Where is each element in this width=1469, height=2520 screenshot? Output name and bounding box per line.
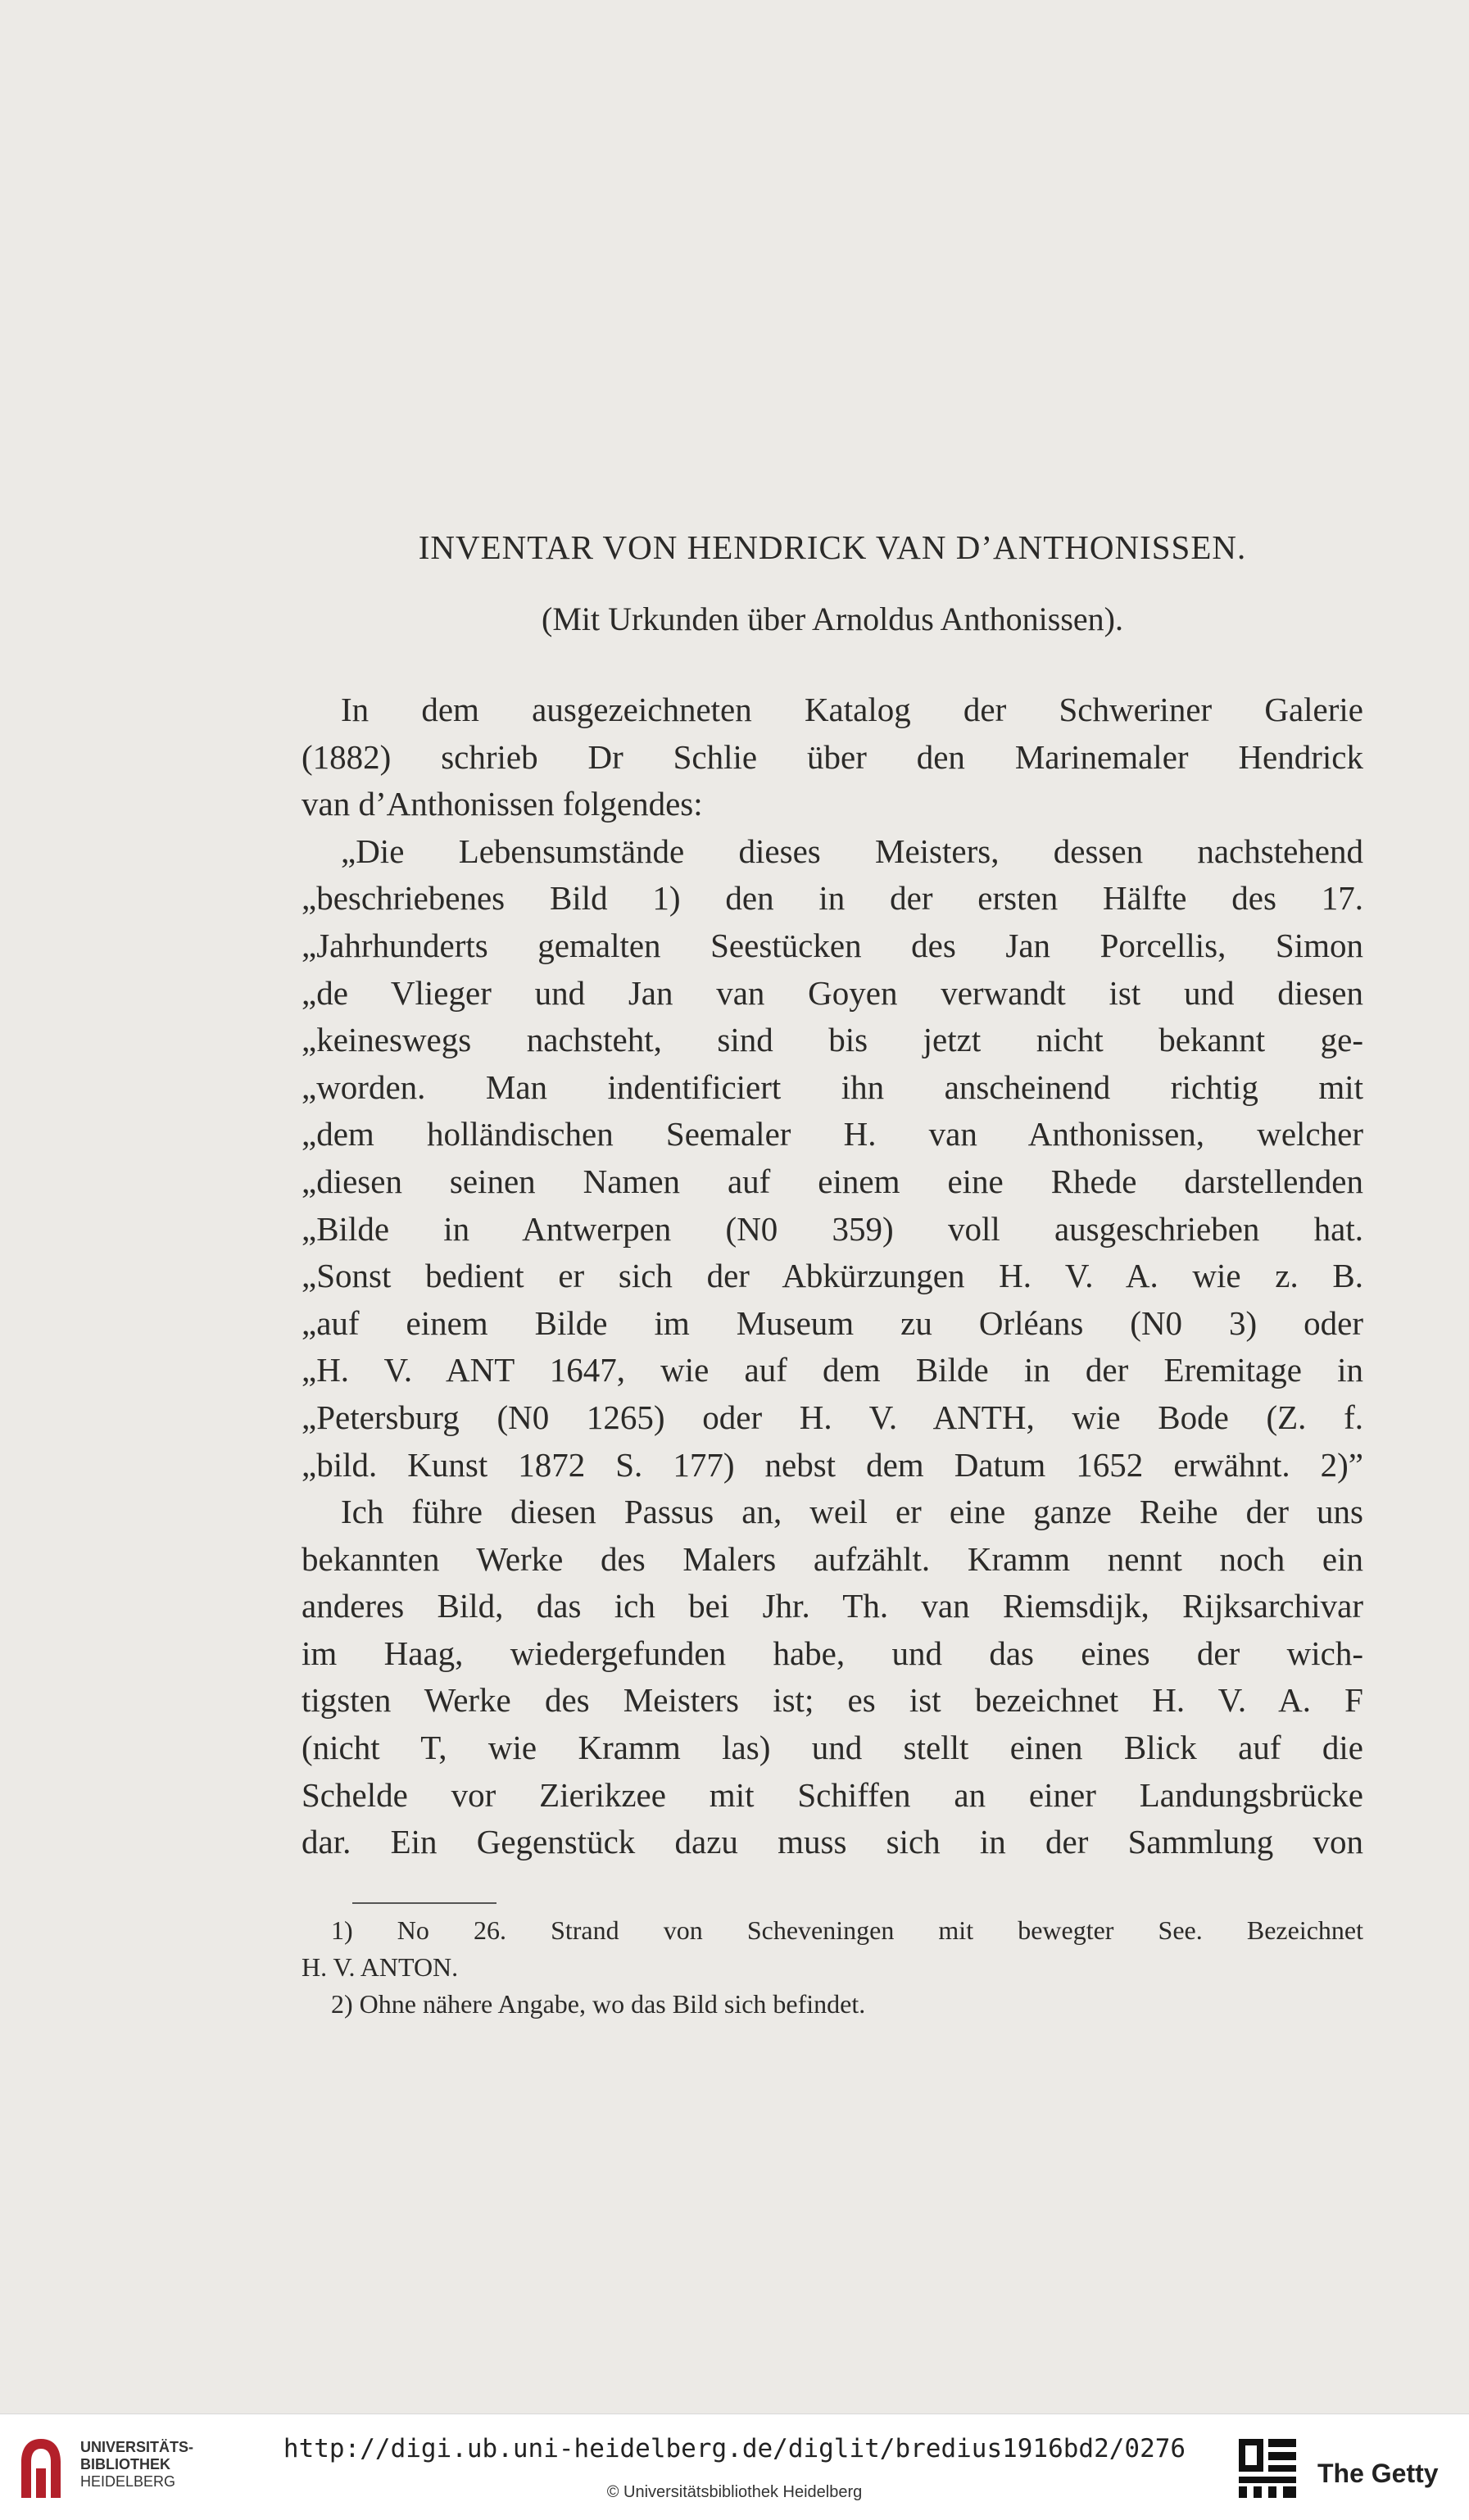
text-line: dar. Ein Gegenstück dazu muss sich in der Sammlung von xyxy=(302,1823,1363,1861)
page-title: INVENTAR VON HENDRICK VAN D’ANTHONISSEN. xyxy=(418,528,1247,566)
library-name-line: BIBLIOTHEK xyxy=(80,2456,170,2472)
footnote-divider xyxy=(352,1902,496,1904)
text-fragment: „beschriebenes Bild xyxy=(302,879,608,918)
text-line xyxy=(302,875,1363,922)
text-line: „de Vlieger und Jan van Goyen verwandt ist und diesen xyxy=(302,973,1363,1012)
text-fragment: 1) den in der ersten Hälfte des 17. xyxy=(652,879,1363,918)
text-line: „worden. Man indentificiert ihn anscheinend richtig mit xyxy=(302,1067,1363,1106)
page-subtitle: (Mit Urkunden über Arnoldus Anthonissen). xyxy=(542,601,1123,637)
library-name-line: HEIDELBERG xyxy=(80,2473,176,2490)
text-line: Schelde vor Zierikzee mit Schiffen an einer Landungsbrücke xyxy=(302,1775,1363,1814)
text-line: anderes Bild, das ich bei Jhr. Th. van Riemsdijk, Rijksarchivar xyxy=(302,1587,1363,1625)
text-line: „Petersburg (N0 1265) oder H. V. ANTH, wie Bode (Z. f. xyxy=(302,1398,1363,1436)
body-text xyxy=(302,687,1363,1866)
footnote-2: 2) Ohne nähere Angabe, wo das Bild sich befindet. xyxy=(331,1989,866,2019)
getty-name: The Getty xyxy=(1317,2459,1439,2488)
text-line: „Die Lebensumstände dieses Meisters, dessen nachstehend xyxy=(341,832,1363,870)
footnotes xyxy=(302,1912,1363,2023)
text-line: In dem ausgezeichneten Katalog der Schweriner Galerie xyxy=(341,691,1363,728)
text-line: „bild. Kunst 1872 S. 177) nebst dem Datum 1652 erwähnt. 2)” xyxy=(302,1445,1363,1484)
text-line: van d’Anthonissen folgendes: xyxy=(302,785,703,823)
text-line: „Jahrhunderts gemalten Seestücken des Jan Porcellis, Simon xyxy=(302,926,1363,964)
text-line: „diesen seinen Namen auf einem eine Rhede darstellenden xyxy=(302,1162,1363,1200)
viewer-footer xyxy=(0,2413,1469,2520)
text-line: (nicht T, wie Kramm las) und stellt einen Blick auf die xyxy=(302,1729,1363,1767)
text-line: im Haag, wiedergefunden habe, und das eines der wich- xyxy=(302,1634,1363,1672)
text-line: „auf einem Bilde im Museum zu Orléans (N0 3) oder xyxy=(302,1303,1363,1342)
text-line: „Bilde in Antwerpen (N0 359) voll ausgeschrieben hat. xyxy=(302,1209,1363,1248)
text-line: Ich führe diesen Passus an, weil er eine ganze Reihe der uns xyxy=(341,1493,1363,1531)
text-line: bekannten Werke des Malers aufzählt. Kramm nennt noch ein xyxy=(302,1539,1363,1578)
text-line: „H. V. ANT 1647, wie auf dem Bilde in der Eremitage in xyxy=(302,1351,1363,1389)
text-line: „Sonst bedient er sich der Abkürzungen H. V. A. wie z. B. xyxy=(302,1257,1363,1295)
footnote-1: 1) No 26. Strand von Scheveningen mit bewegter See. Bezeichnet xyxy=(331,1915,1363,1945)
text-line: „dem holländischen Seemaler H. van Anthonissen, welcher xyxy=(302,1115,1363,1153)
library-name-line: UNIVERSITÄTS- xyxy=(80,2439,194,2455)
copyright-notice: © Universitätsbibliothek Heidelberg xyxy=(606,2483,863,2501)
permalink[interactable]: http://digi.ub.uni-heidelberg.de/diglit/bredius1916bd2/0276 xyxy=(283,2434,1186,2463)
footnote-1-continued: H. V. ANTON. xyxy=(302,1952,459,1982)
getty-logo-icon xyxy=(1237,2436,1298,2500)
text-line: „keineswegs nachsteht, sind bis jetzt nicht bekannt ge- xyxy=(302,1021,1363,1059)
text-line: (1882) schrieb Dr Schlie über den Marinemaler Hendrick xyxy=(302,737,1363,776)
text-line: tigsten Werke des Meisters ist; es ist bezeichnet H. V. A. F xyxy=(302,1681,1363,1720)
